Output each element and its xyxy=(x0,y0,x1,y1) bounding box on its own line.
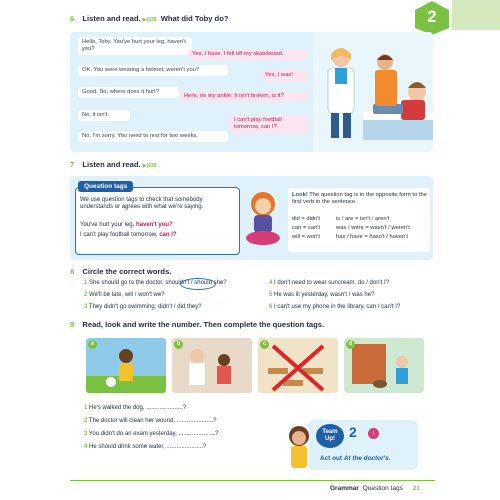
item-number: 1 xyxy=(84,280,88,286)
photo-d xyxy=(344,338,424,393)
ex8-item[interactable] xyxy=(84,292,165,299)
verb-pair: has / have = hasn't / haven't xyxy=(336,234,408,240)
ex9-item[interactable] xyxy=(84,418,217,425)
ex9-item[interactable] xyxy=(84,431,218,438)
item-text: I can't use my phone in the library, can / can't I? xyxy=(274,304,401,310)
ex8-title: Circle the correct words. xyxy=(82,267,172,276)
item-number: 4 xyxy=(84,444,88,450)
look-text: The question tag is in the opposite form to the first verb in the sentence. xyxy=(292,192,427,205)
boy-walking-dog-illustration xyxy=(344,338,424,393)
boy-drinking-illustration xyxy=(86,338,166,393)
doctor-cleaning-wound-illustration xyxy=(172,338,252,393)
footer-section: Grammar xyxy=(330,485,359,492)
grammar-description: We use question tags to check that somebody understands or agrees with what we're saying. xyxy=(80,197,204,211)
ex8-item[interactable] xyxy=(269,280,389,287)
example-main: You've hurt your leg, xyxy=(80,222,136,228)
item-text: He's walked the dog, ......................? xyxy=(89,405,187,411)
team-up-line1: Team xyxy=(322,429,338,435)
item-text: We'll be late, will / won't we? xyxy=(89,292,165,298)
example-tag: can I? xyxy=(159,232,177,238)
dialogue-line: I can't play football tomorrow, can I? xyxy=(230,115,308,133)
item-text: He should drink some water, ......................? xyxy=(89,444,207,450)
item-text: You didn't do an exam yesterday, ......................? xyxy=(88,431,219,437)
dialogue-line: No, I'm sorry. You need to rest for two weeks. xyxy=(78,131,228,142)
item-number: 4 xyxy=(269,280,273,286)
item-number: 2 xyxy=(84,418,88,424)
instruction-roleplay: At the doctor's. xyxy=(343,455,391,462)
item-number: 6 xyxy=(269,304,273,310)
photo-a xyxy=(86,338,166,393)
unit-number: 2 xyxy=(427,7,437,26)
audio-track: 038 xyxy=(148,17,157,23)
ex8-item[interactable] xyxy=(84,304,202,311)
look-note xyxy=(292,192,428,206)
ex6-question: What did Toby do? xyxy=(160,14,229,23)
team-up-line2: Up! xyxy=(325,436,335,442)
ex7-header xyxy=(70,160,157,169)
dialogue-line: OK. You were wearing a helmet, weren't you? xyxy=(78,65,228,76)
footer-rule xyxy=(70,480,435,481)
example-answer-circle xyxy=(180,278,216,290)
look-label: Look! xyxy=(292,192,308,198)
ex8-item[interactable] xyxy=(269,304,400,311)
dialogue-line: Yes, I have. I fell off my skateboard. xyxy=(188,49,308,60)
ex8-item[interactable] xyxy=(269,292,374,299)
verb-pair: was / were = wasn't / weren't xyxy=(336,225,410,231)
example-tag: haven't you? xyxy=(135,222,173,228)
unit-badge xyxy=(412,0,452,36)
item-number: 3 xyxy=(84,304,88,310)
audio-icon[interactable]: ▶) xyxy=(142,163,149,169)
verb-pair: is / are = isn't / aren't xyxy=(336,216,390,222)
ex9-number: 9 xyxy=(70,320,75,329)
boy-avatar-illustration xyxy=(284,424,314,470)
ex6-title: Listen and read. xyxy=(82,14,141,23)
verb-pair: did = didn't xyxy=(292,216,321,222)
team-up-instruction xyxy=(320,455,390,462)
grammar-example-2 xyxy=(80,232,177,238)
item-text: The doctor will clean her wound, ......................? xyxy=(88,418,217,424)
clock-icon: ↓ xyxy=(368,428,379,439)
dialogue-line: Good. So, where does it hurt? xyxy=(78,87,179,98)
audio-track: 039 xyxy=(148,163,157,169)
footer xyxy=(330,485,420,492)
doctor-scene-illustration xyxy=(313,32,433,152)
item-number: 2 xyxy=(84,292,88,298)
verb-pair: can = can't xyxy=(292,225,321,231)
ex7-number: 7 xyxy=(70,160,75,169)
verb-pair: will = won't xyxy=(292,234,321,240)
example-main: I can't play football tomorrow, xyxy=(80,232,160,238)
corner-decoration xyxy=(452,0,500,30)
photo-c xyxy=(258,338,338,393)
item-number: 3 xyxy=(84,431,88,437)
ex8-number: 8 xyxy=(70,267,75,276)
dialogue-line: Here, on my ankle. It isn't broken, is it? xyxy=(180,91,307,102)
ex9-item[interactable] xyxy=(84,444,206,451)
ex7-title: Listen and read. xyxy=(82,160,141,169)
grammar-example-1 xyxy=(80,222,173,228)
ex6-header xyxy=(70,14,228,23)
audio-icon[interactable]: ▶) xyxy=(142,17,149,23)
item-number: 5 xyxy=(269,292,273,298)
ex9-header xyxy=(70,320,324,329)
team-up-badge xyxy=(316,424,344,448)
item-text: I don't need to wear suncream, do / don't I? xyxy=(274,280,390,286)
item-text: They didn't go swimming, didn't / did they? xyxy=(88,304,202,310)
photo-label-c: c xyxy=(260,340,269,349)
ex8-header xyxy=(70,267,171,276)
footer-topic: Question tags xyxy=(362,485,403,492)
item-text: She should go to the doctor, shouldn't / should she? xyxy=(89,280,227,286)
girl-illustration xyxy=(243,188,283,250)
photo-b xyxy=(172,338,252,393)
page-number: 21 xyxy=(412,485,420,492)
dialogue-line: Yes, I was! xyxy=(261,70,307,81)
ex6-number: 6 xyxy=(70,14,75,23)
grammar-box-title: Question tags xyxy=(78,181,133,192)
instruction-prefix: Act out xyxy=(320,455,344,462)
verb-pair-table xyxy=(292,216,430,243)
dialogue-line: No, it isn't. xyxy=(78,110,130,121)
item-text: He was ill yesterday, wasn't / was he? xyxy=(274,292,375,298)
photo-label-a: a xyxy=(88,340,97,349)
ex9-item[interactable] xyxy=(84,405,186,412)
photo-label-b: b xyxy=(174,340,183,349)
photo-label-d: d xyxy=(346,340,355,349)
item-number: 1 xyxy=(84,405,88,411)
dialogue-line: Hello, Toby. You've hurt your leg, haven't you? xyxy=(78,37,192,55)
ex9-title: Read, look and write the number. Then complete the question tags. xyxy=(82,320,325,329)
team-up-number: 2 xyxy=(349,424,357,440)
classroom-exam-illustration xyxy=(258,338,338,393)
